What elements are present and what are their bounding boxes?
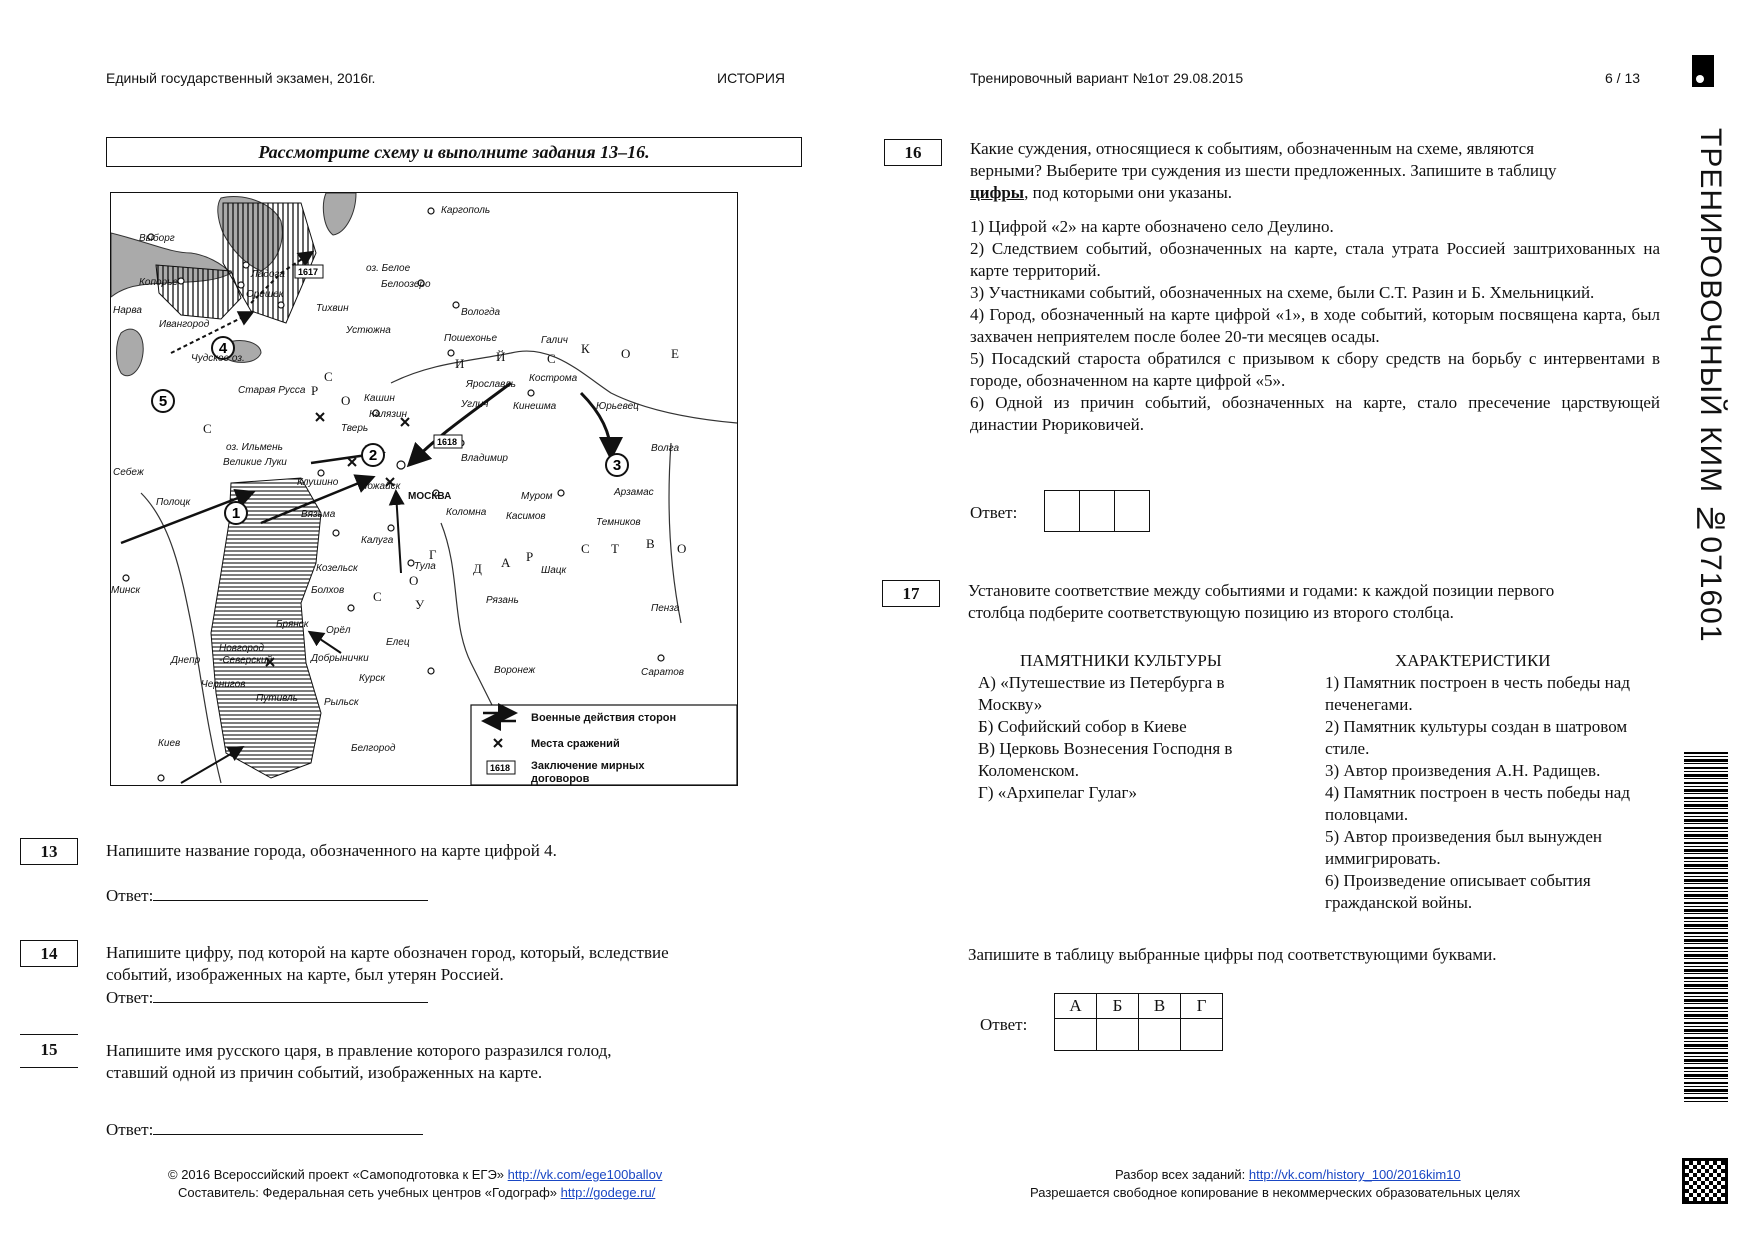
svg-text:О: О [409, 573, 419, 588]
svg-text:Белгород: Белгород [351, 743, 396, 754]
footer-link-godege[interactable]: http://godege.ru/ [560, 1185, 656, 1200]
q14-text [106, 942, 669, 1009]
footer-copyright [168, 1167, 662, 1182]
svg-text:Калязин: Калязин [369, 409, 408, 420]
svg-text:Углич: Углич [461, 399, 489, 410]
q16-answer-cells[interactable] [1044, 490, 1150, 532]
q17-col2-item-3: 3) Автор произведения А.Н. Радищев. [1325, 761, 1601, 780]
svg-text:Киев: Киев [158, 738, 181, 749]
svg-text:Курск: Курск [359, 673, 386, 684]
q16-answer-cell-3[interactable] [1114, 491, 1149, 531]
lake-peipus [117, 329, 144, 376]
svg-text:Саратов: Саратов [641, 667, 685, 678]
svg-text:Пошехонье: Пошехонье [444, 333, 498, 344]
svg-text:Галич: Галич [541, 335, 568, 346]
q17-instruction: Запишите в таблицу выбранные цифры под соответствующими буквами. [968, 945, 1497, 964]
q17-answer-cell-c[interactable] [1139, 1019, 1181, 1051]
header-subject: ИСТОРИЯ [717, 70, 786, 86]
svg-text:МОСКВА: МОСКВА [408, 491, 452, 502]
svg-text:Тула: Тула [414, 561, 436, 572]
legend-treaties-1: Заключение мирных [531, 760, 645, 772]
footer-link-history[interactable]: http://vk.com/history_100/2016kim10 [1248, 1167, 1461, 1182]
q17-col1-item-c: В) Церковь Вознесения Господня в Коломенском. [978, 739, 1233, 780]
svg-text:Старая Русса: Старая Русса [238, 385, 306, 396]
svg-text:Копорье: Копорье [139, 277, 178, 288]
q17-col1-title: ПАМЯТНИКИ КУЛЬТУРЫ [1020, 651, 1222, 670]
q16-option-4: 4) Город, обозначенный на карте цифрой «1», в ходе событий, которым посвящена карта, был захвачен неприятелем после более 20-ти месяцев осады. [970, 305, 1660, 346]
q14-answer-input[interactable] [153, 986, 428, 1003]
corner-marker-icon [1692, 55, 1714, 87]
svg-text:Тихвин: Тихвин [316, 303, 349, 314]
q17-number: 17 [882, 580, 940, 607]
svg-text:О: О [621, 346, 631, 361]
q14-number: 14 [20, 940, 78, 967]
svg-text:С: С [324, 369, 333, 384]
svg-text:О: О [677, 541, 687, 556]
svg-text:С: С [373, 589, 382, 604]
legend-military: Военные действия сторон [531, 712, 677, 724]
q15-divider [20, 1034, 78, 1035]
map-marker-5: 5 [158, 393, 168, 410]
svg-text:Белоозеро: Белоозеро [381, 279, 431, 290]
svg-text:Орёл: Орёл [326, 625, 351, 636]
svg-text:Путивль: Путивль [256, 693, 298, 704]
map-marker-2: 2 [368, 447, 378, 464]
svg-text:У: У [415, 597, 425, 612]
svg-text:Болхов: Болхов [311, 585, 345, 596]
svg-text:Вязьма: Вязьма [301, 509, 336, 520]
svg-text:И: И [455, 356, 465, 371]
footer-author [178, 1185, 655, 1200]
svg-text:Арзамас: Арзамас [614, 487, 654, 498]
svg-text:Муром: Муром [521, 491, 553, 502]
svg-text:Шацк: Шацк [541, 565, 567, 576]
svg-text:Чудское оз.: Чудское оз. [191, 353, 245, 364]
svg-text:Козельск: Козельск [316, 563, 358, 574]
q15-text-line1: Напишите имя русского царя, в правление которого разразился голод, [106, 1041, 612, 1060]
footer-license: Разрешается свободное копирование в некоммерческих образовательных целях [1030, 1185, 1521, 1200]
svg-text:Владимир: Владимир [461, 453, 508, 464]
svg-text:Юрьевец: Юрьевец [596, 401, 639, 412]
svg-text:Е: Е [671, 346, 679, 361]
svg-text:Коломна: Коломна [446, 507, 487, 518]
q15-answer-input[interactable] [153, 1118, 423, 1135]
q17-col1-item-b: Б) Софийский собор в Киеве [978, 717, 1187, 736]
footer-author-text: Составитель: Федеральная сеть учебных центров «Годограф» [178, 1185, 561, 1200]
q17-col2-title: ХАРАКТЕРИСТИКИ [1395, 651, 1551, 670]
svg-text:Ладога: Ладога [251, 269, 285, 280]
q15-number: 15 [40, 1040, 58, 1059]
svg-text:Кинешма: Кинешма [513, 401, 557, 412]
q16-answer-cell-1[interactable] [1045, 491, 1079, 531]
svg-text:Й: Й [496, 349, 506, 364]
svg-text:1618: 1618 [490, 763, 511, 773]
svg-text:Кострома: Кострома [529, 373, 578, 384]
q13-answer [106, 884, 428, 907]
q17-col2-item-2: 2) Памятник культуры создан в шатровом стиле. [1325, 717, 1628, 758]
q17-intro-line2: столбца подберите соответствующую позицию из второго столбца. [968, 603, 1454, 622]
svg-text:Себеж: Себеж [113, 467, 144, 478]
svg-text:Рязань: Рязань [486, 595, 519, 606]
q15-text [106, 1040, 612, 1084]
lake-onega [323, 193, 356, 235]
svg-text:оз. Белое: оз. Белое [366, 263, 411, 274]
footer-copyright-text: © 2016 Всероссийский проект «Самоподготовка к ЕГЭ» [168, 1167, 508, 1182]
svg-text:-Северский: -Северский [219, 655, 273, 666]
q17-answer-cell-a[interactable] [1055, 1019, 1097, 1051]
q17-col2-item-6: 6) Произведение описывает события гражданской войны. [1325, 871, 1591, 912]
q16-intro-line2: верными? Выберите три суждения из шести предложенных. Запишите в таблицу [970, 161, 1557, 180]
q17-col2-item-1: 1) Памятник построен в честь победы над печенегами. [1325, 673, 1630, 714]
q17-col1-item-a: А) «Путешествие из Петербурга в Москву» [978, 673, 1225, 714]
svg-text:Нарва: Нарва [113, 305, 142, 316]
q17-col2-list [1325, 672, 1660, 914]
q17-intro [968, 580, 1658, 624]
legend-battles: Места сражений [531, 738, 620, 750]
svg-text:Г: Г [429, 547, 437, 562]
svg-text:С: С [547, 351, 556, 366]
q13-number: 13 [20, 838, 78, 865]
svg-text:Р: Р [311, 383, 319, 398]
q16-option-2: 2) Следствием событий, обозначенных на карте, стала утрата Россией заштрихованных на карте территорий. [970, 239, 1660, 280]
qr-code [1682, 1158, 1728, 1204]
footer-analysis [1115, 1167, 1461, 1182]
svg-text:Каргополь: Каргополь [441, 205, 491, 216]
svg-text:Минск: Минск [111, 585, 141, 596]
svg-text:Д: Д [473, 561, 482, 576]
q13-answer-input[interactable] [153, 884, 428, 901]
svg-text:Калуга: Калуга [361, 535, 394, 546]
q16-options [970, 216, 1660, 436]
svg-text:Можайск: Можайск [359, 481, 401, 492]
q16-intro-rest: , под которыми они указаны. [1024, 183, 1233, 202]
svg-text:Тверь: Тверь [341, 423, 369, 434]
q16-option-1: 1) Цифрой «2» на карте обозначено село Деулино. [970, 217, 1334, 236]
q17-header-d: Г [1181, 994, 1223, 1019]
svg-text:К: К [581, 341, 590, 356]
svg-text:Волга: Волга [651, 443, 680, 454]
q17-header-c: В [1139, 994, 1181, 1019]
q16-intro-line1: Какие суждения, относящиеся к событиям, обозначенным на схеме, являются [970, 139, 1535, 158]
q17-answer-cell-d[interactable] [1181, 1019, 1223, 1051]
svg-text:Орешек: Орешек [246, 289, 284, 300]
scheme-title [106, 137, 802, 167]
q17-intro-line1: Установите соответствие между событиями и годами: к каждой позиции первого [968, 581, 1555, 600]
historical-map [110, 192, 738, 786]
q17-answer-label: Ответ: [980, 1015, 1028, 1034]
svg-text:С: С [203, 421, 212, 436]
svg-text:Р: Р [526, 549, 534, 564]
q17-header-a: А [1055, 994, 1097, 1019]
q16-number: 16 [884, 139, 942, 166]
svg-text:Темников: Темников [596, 517, 641, 528]
q16-option-5: 5) Посадский староста обратился с призывом к сбору средств на борьбу с интервентами в городе, обозначенном на карте цифрой «5». [970, 349, 1660, 390]
q15-answer [106, 1118, 423, 1141]
q17-header-b: Б [1097, 994, 1139, 1019]
svg-text:Пенза: Пенза [651, 603, 680, 614]
svg-text:Рыльск: Рыльск [324, 697, 359, 708]
svg-text:Воронеж: Воронеж [494, 665, 536, 676]
svg-text:1618: 1618 [437, 437, 458, 447]
q13-text: Напишите название города, обозначенного на карте цифрой 4. [106, 841, 557, 860]
svg-text:Чернигов: Чернигов [201, 679, 246, 690]
map-marker-1: 1 [231, 505, 241, 522]
svg-text:Выборг: Выборг [139, 233, 175, 244]
svg-text:В: В [646, 536, 655, 551]
q14-text-line1: Напишите цифру, под которой на карте обозначен город, который, вследствие [106, 943, 669, 962]
q17-answer-table [1054, 993, 1223, 1051]
q15-answer-label: Ответ: [106, 1120, 154, 1139]
svg-text:Елец: Елец [386, 637, 410, 648]
q17-col1-list [978, 672, 1283, 804]
svg-text:Великие Луки: Великие Луки [223, 457, 287, 468]
q16-intro-bold: цифры [970, 183, 1025, 202]
svg-text:А: А [501, 555, 511, 570]
q13-answer-label: Ответ: [106, 886, 154, 905]
q16-answer-cell-2[interactable] [1079, 491, 1114, 531]
q16-option-3: 3) Участниками событий, обозначенных на схеме, были С.Т. Разин и Б. Хмельницкий. [970, 283, 1595, 302]
side-kim-title: ТРЕНИРОВОЧНЫЙ КИМ №071601 [1694, 128, 1727, 643]
legend-treaties-2: договоров [531, 773, 590, 785]
svg-text:1617: 1617 [298, 267, 319, 277]
map-marker-4: 4 [218, 340, 228, 357]
svg-text:оз. Ильмень: оз. Ильмень [226, 442, 283, 453]
svg-text:Кашин: Кашин [364, 393, 395, 404]
svg-text:Ярославль: Ярославль [466, 379, 516, 390]
svg-text:Новгород: Новгород [219, 643, 265, 654]
barcode [1684, 752, 1728, 1102]
q15-text-line2: ставший одной из причин событий, изображенных на карте. [106, 1063, 543, 1082]
q16-intro [970, 138, 1660, 204]
q17-col2-item-5: 5) Автор произведения был вынужден иммигрировать. [1325, 827, 1603, 868]
svg-text:Касимов: Касимов [506, 511, 546, 522]
svg-text:Вологда: Вологда [461, 307, 501, 318]
header-page-number: 6 / 13 [1605, 70, 1641, 86]
svg-text:Днепр: Днепр [171, 655, 201, 666]
scheme-title-text: Рассмотрите схему и выполните задания 13–16. [258, 142, 650, 162]
header-exam-title: Единый государственный экзамен, 2016г. [106, 70, 376, 86]
svg-text:Полоцк: Полоцк [156, 497, 191, 508]
svg-text:О: О [341, 393, 351, 408]
q17-col2-item-4: 4) Памятник построен в честь победы над половцами. [1325, 783, 1630, 824]
svg-text:Брянск: Брянск [276, 619, 309, 630]
svg-text:С: С [581, 541, 590, 556]
svg-text:Добрынички: Добрынички [311, 653, 369, 664]
svg-text:Клушино: Клушино [297, 477, 339, 488]
q16-option-6: 6) Одной из причин событий, обозначенных на карте, стало пресечение царствующей династии Рюриковичей. [970, 393, 1660, 434]
svg-text:Ивангород: Ивангород [159, 319, 210, 330]
q14-answer-label: Ответ: [106, 988, 154, 1007]
q17-col1-item-d: Г) «Архипелаг Гулаг» [978, 783, 1137, 802]
footer-link-vk[interactable]: http://vk.com/ege100ballov [507, 1167, 663, 1182]
map-marker-3: 3 [612, 457, 622, 474]
q16-answer-label: Ответ: [970, 503, 1018, 522]
svg-text:Устюжна: Устюжна [346, 325, 391, 336]
q17-answer-cell-b[interactable] [1097, 1019, 1139, 1051]
q14-text-line2: событий, изображенных на карте, был утерян Россией. [106, 965, 504, 984]
footer-analysis-text: Разбор всех заданий: [1115, 1167, 1249, 1182]
svg-text:Т: Т [611, 541, 619, 556]
q15-divider-bottom [20, 1067, 78, 1068]
header-variant: Тренировочный вариант №1от 29.08.2015 [970, 70, 1244, 86]
